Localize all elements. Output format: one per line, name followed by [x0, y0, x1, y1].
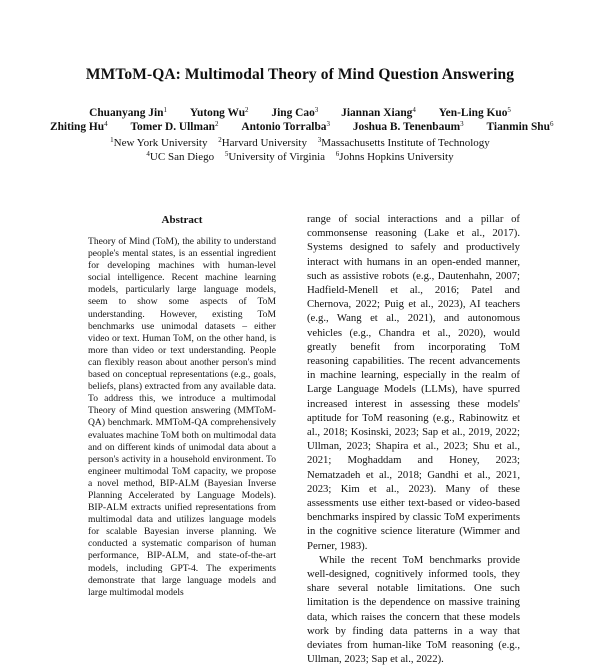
affiliation: $^1$New York University — [110, 136, 208, 149]
author: Tianmin Shu$^6$ — [486, 120, 554, 133]
author-list — [40, 106, 560, 134]
author: Yutong Wu$^2$ — [189, 106, 249, 119]
introduction-column — [307, 212, 520, 667]
author: Zhiting Hu$^4$ — [50, 120, 108, 133]
author: Jiannan Xiang$^4$ — [341, 106, 416, 119]
abstract-heading: Abstract — [161, 214, 203, 226]
affiliation: $^4$UC San Diego — [146, 150, 215, 163]
intro-paragraph-1: range of social interactions and a pillar of commonsense reasoning (Lake et al., 2017). Systems designed to safely and productively interact with humans in an open-ended manner, such as assistive robots (e.g., Dautenhahn, 2007; Hadfield-Menell et al., 2016; Patel and Chernova, 2022; Puig et al., 2023), AI teachers (e.g., Wang et al., 2021), and autonomous vehicles (e.g., Chandra et al., 2020), would greatly benefit from incorporating ToM reasoning capabilities. The recent advancements in machine learning, especially in the realm of Large Language Models (LLMs), have spurred increased interest in assessing these models' aptitude for ToM reasoning (e.g., Rabinowitz et al., 2018; Kosinski, 2023; Sap et al., 2019, 2022; Ullman, 2023; Shapira et al., 2023; Shu et al., 2021; Moghaddam and Honey, 2023; Nematzadeh et al., 2018; Gandhi et al., 2021, 2023; Kim et al., 2023). Many of these assessments use either text-based or video-based benchmarks inspired by classic ToM experiments in the cognitive science literature (Wimmer and Perner, 1983). — [307, 213, 520, 552]
author: Yen-Ling Kuo$^5$ — [438, 106, 511, 119]
affiliation: $^2$Harvard University — [218, 136, 307, 149]
affiliation-row-1 — [40, 136, 560, 150]
author: Tomer D. Ullman$^2$ — [130, 120, 219, 133]
intro-paragraph-2: While the recent ToM benchmarks provide well-designed, cognitively informed tools, they share several notable limitations. One such limitation is the dependence on massive training data, which raises the concern that these models work by finding data patterns in a way that deviates from human-like ToM reasoning (e.g., Ullman, 2023; Sap et al., 2022). — [307, 553, 520, 666]
author: Chuanyang Jin$^1$ — [89, 106, 167, 119]
affiliation: $^3$Massachusetts Institute of Technology — [317, 136, 490, 149]
author-row-2 — [40, 120, 560, 134]
affiliation-list — [40, 136, 560, 164]
affiliation: $^6$Johns Hopkins University — [335, 150, 454, 163]
author: Jing Cao$^3$ — [271, 106, 319, 119]
author-row-1 — [40, 106, 560, 120]
author: Antonio Torralba$^3$ — [241, 120, 330, 133]
abstract-body: Theory of Mind (ToM), the ability to understand people's mental states, is an essential ingredient for developing machines with human-level social intelligence. Recent machine learning models, particularly large language models, seem to show some aspects of ToM understanding. However, existing ToM benchmarks use unimodal datasets – either video or text. Human ToM, on the other hand, is more than video or text understanding. People can flexibly reason about another person's mind based on conceptual representations (e.g., goals, beliefs, plans) extracted from any available data. To address this, we introduce a multimodal Theory of Mind question answering (MMToM-QA) benchmark. MMToM-QA comprehensively evaluates machine ToM both on multimodal data and on different kinds of unimodal data about a person's activity in a household environment. To engineer multimodal ToM capacity, we propose a novel method, BIP-ALM (Bayesian Inverse Planning Accelerated by Language Models). BIP-ALM extracts unified representations from multimodal data and utilizes language models for scalable Bayesian inverse planning. We conducted a systematic comparison of human performance, BIP-ALM, and state-of-the-art models, including GPT-4. The experiments demonstrate that large language models and large multimodal models — [88, 236, 276, 598]
author: Joshua B. Tenenbaum$^3$ — [352, 120, 464, 133]
affiliation: $^5$University of Virginia — [224, 150, 326, 163]
paper-title: MMToM-QA: Multimodal Theory of Mind Question Answering — [85, 66, 515, 83]
affiliation-row-2 — [40, 150, 560, 164]
